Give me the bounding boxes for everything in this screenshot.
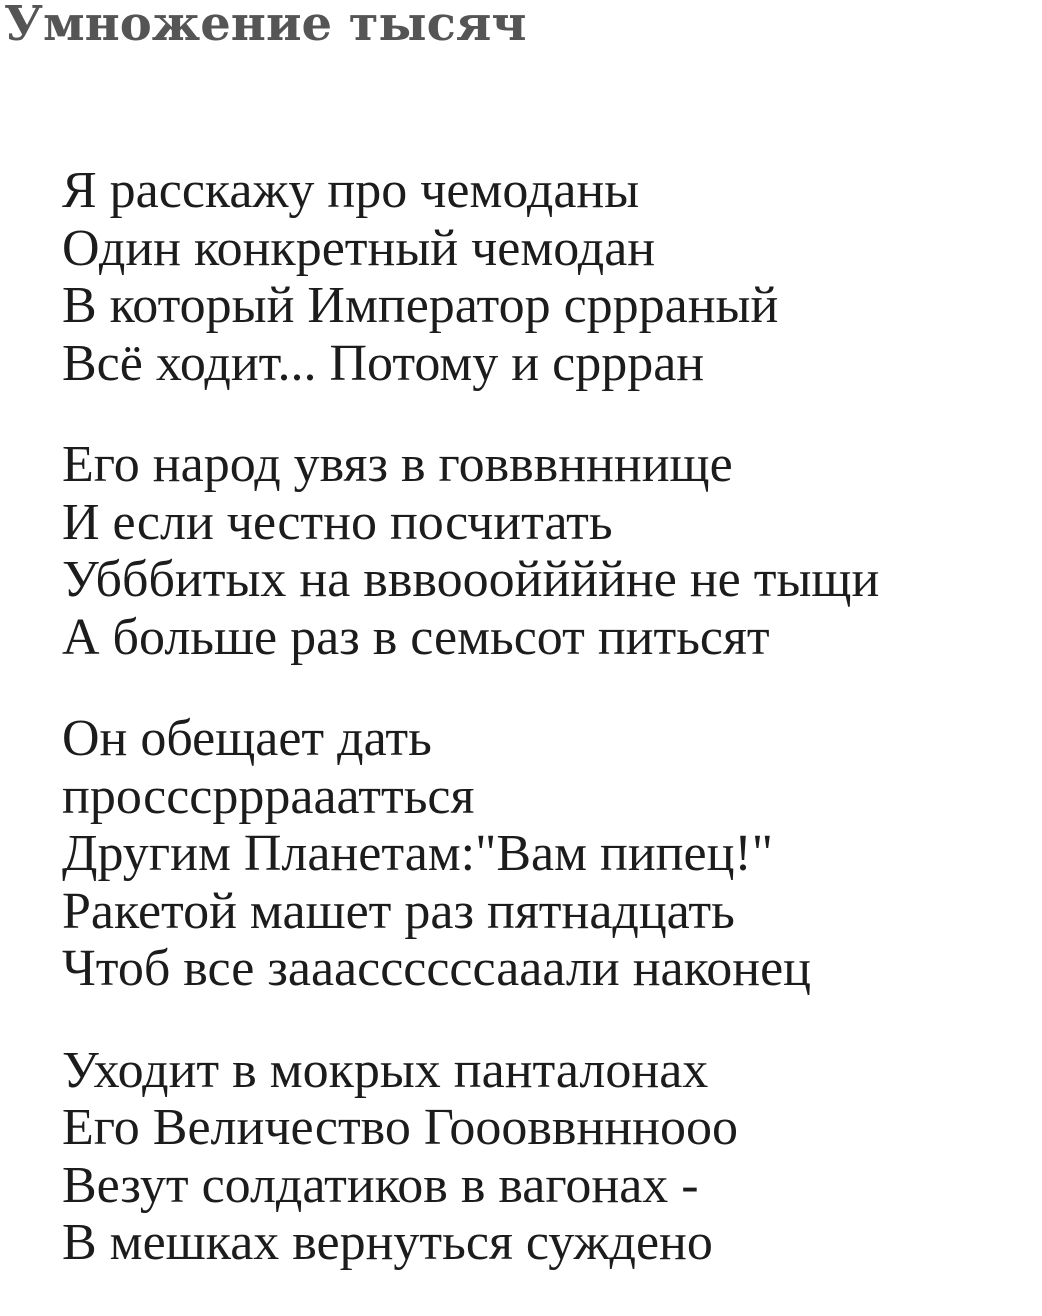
poem-line: В который Император сррраный: [62, 277, 779, 334]
poem-line: Чтоб все зааассссссааали наконец: [62, 940, 811, 997]
poem-line: Ракетой машет раз пятнадцать: [62, 882, 735, 940]
poem-line: Всё ходит... Потому и сррран: [62, 334, 705, 392]
poem-line: В мешках вернуться суждено: [62, 1214, 713, 1271]
poem-line: Он обещает дать: [62, 710, 432, 767]
poem-line: И если честно посчитать: [62, 493, 613, 551]
poem-line: А больше раз в семьсот питьсят: [62, 608, 770, 666]
poem-line: Везут солдатиков в вагонах -: [62, 1156, 699, 1214]
poem-line: Уходит в мокрых панталонах: [62, 1041, 709, 1099]
poem-line: Его Величество Гоооввнннооо: [62, 1099, 738, 1156]
poem-line: Другим Планетам:"Вам пипец!": [62, 825, 773, 882]
stanza-3: [62, 710, 1037, 998]
poem-line: просссрррааатться: [62, 767, 475, 825]
stanza-1: [62, 162, 1037, 392]
poem-title: Умножение тысяч: [4, 0, 527, 52]
stanza-4: [62, 1042, 1037, 1272]
poem-line: Один конкретный чемодан: [62, 219, 656, 277]
stanza-2: [62, 436, 1037, 666]
poem-line: Убббитых на вввоооййййне не тыщи: [62, 551, 880, 608]
poem-line: Его народ увяз в говввнннище: [62, 436, 733, 493]
poem-line: Я расскажу про чемоданы: [62, 162, 640, 219]
poem-body: [62, 162, 1037, 1316]
